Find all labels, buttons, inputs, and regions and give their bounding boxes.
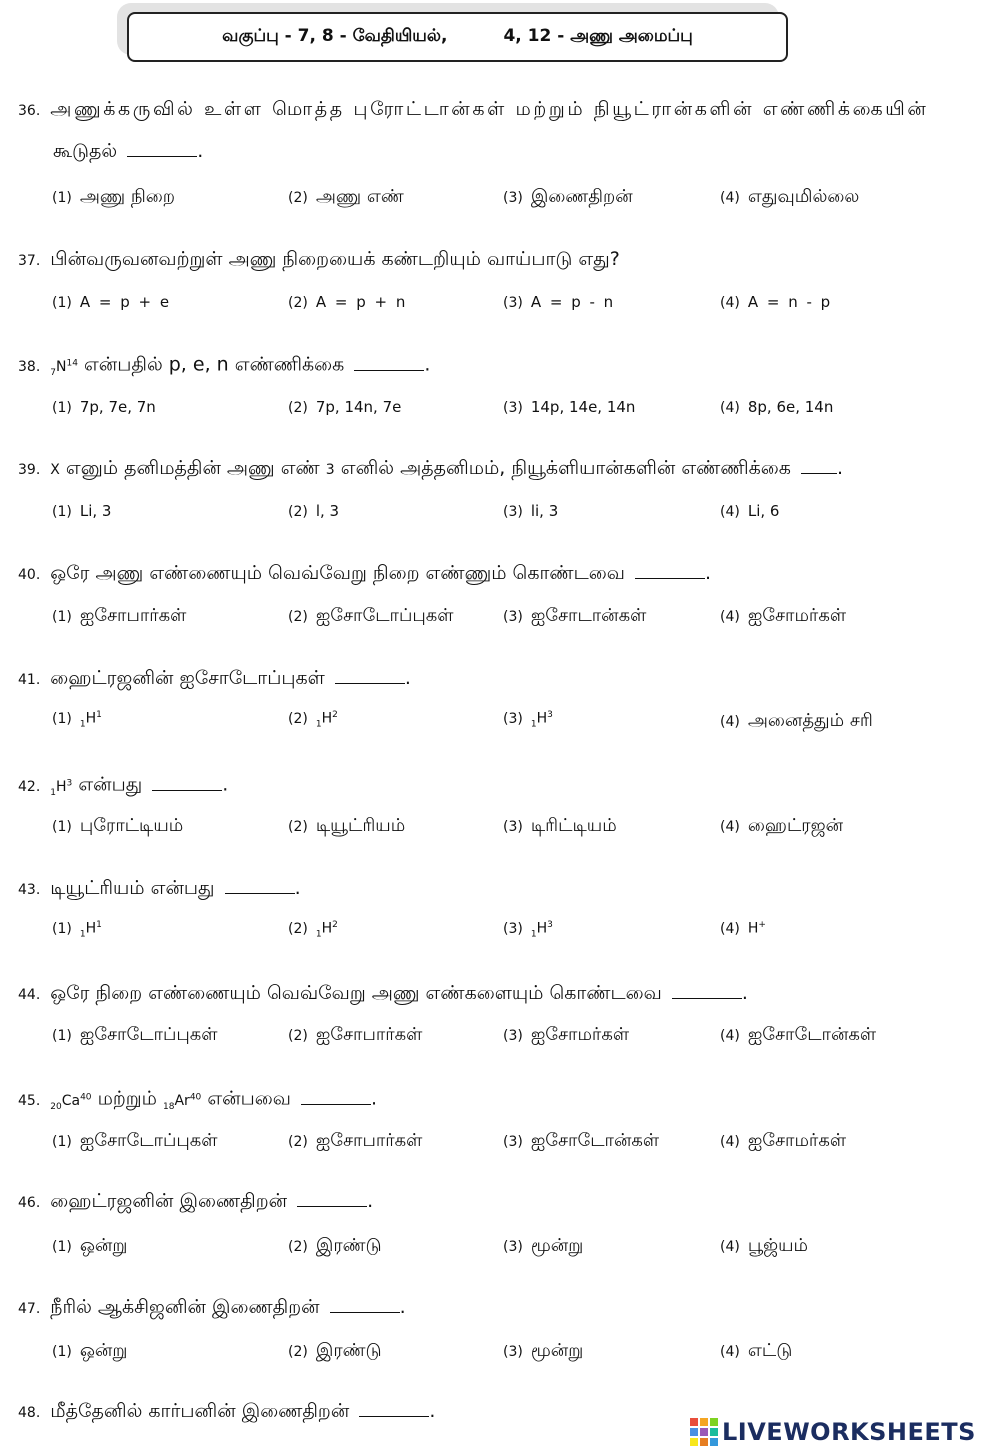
option-2[interactable]: (2) 7p, 14n, 7e: [288, 398, 402, 416]
option-2[interactable]: (2) ஐசோபார்கள்: [288, 1130, 423, 1151]
option-4[interactable]: (4) ஐசோமர்கள்: [720, 605, 847, 626]
question-44: 44. ஒரே நிறை எண்ணையும் வெவ்வேறு அணு எண்களையும் கொண்டவை .: [18, 982, 748, 1004]
question-text: என்பதில் p, e, n எண்ணிக்கை: [83, 353, 345, 376]
question-45: 45. $_{20}Ca^{40}$ மற்றும் $_{18}Ar^{40}$ என்பவை .: [18, 1087, 377, 1112]
question-40: 40. ஒரே அணு எண்ணையும் வெவ்வேறு நிறை எண்ணும் கொண்டவை .: [18, 562, 711, 584]
option-3[interactable]: (3) $_1H^3$: [503, 920, 553, 940]
option-1[interactable]: (1) புரோட்டியம்: [52, 815, 184, 836]
question-37: [18, 246, 983, 274]
option-4[interactable]: (4) ஹைட்ரஜன்: [720, 815, 844, 836]
answer-blank[interactable]: [225, 875, 295, 894]
logo-cell: [700, 1428, 708, 1436]
question-number: 43.: [18, 882, 41, 898]
question-number: 42.: [18, 778, 41, 795]
nuclide-n14: $_7N^{14}$: [50, 358, 78, 378]
question-number: 48.: [18, 1405, 41, 1421]
question-text: என்பது: [78, 773, 143, 796]
option-3[interactable]: (3) ஐசோமர்கள்: [503, 1024, 630, 1045]
question-number: 37.: [18, 253, 41, 269]
option-4[interactable]: (4) H+: [720, 920, 766, 937]
option-2[interactable]: (2) $_1H^2$: [288, 710, 338, 730]
answer-blank[interactable]: [127, 138, 197, 157]
option-1[interactable]: (1) ஐசோடோப்புகள்: [52, 1024, 218, 1045]
option-4[interactable]: (4) அனைத்தும் சரி: [720, 710, 873, 731]
nuclide-ca40: $_{20}Ca^{40}$: [50, 1092, 92, 1112]
liveworksheets-logo[interactable]: [690, 1416, 976, 1448]
question-36: [18, 96, 983, 176]
question-number: 41.: [18, 672, 41, 688]
question-text: பின்வருவனவற்றுள் அணு நிறையைக் கண்டறியும் வாய்பாடு எது?: [50, 248, 620, 270]
question-48: 48. மீத்தேனில் கார்பனின் இணைதிறன் .: [18, 1400, 436, 1422]
question-47: 47. நீரில் ஆக்சிஜனின் இணைதிறன் .: [18, 1296, 406, 1318]
answer-blank[interactable]: [635, 560, 705, 579]
option-2[interactable]: (2) இரண்டு: [288, 1235, 382, 1256]
option-2[interactable]: (2) ஐசோடோப்புகள்: [288, 605, 454, 626]
option-3[interactable]: (3) 14p, 14e, 14n: [503, 398, 636, 416]
option-1[interactable]: (1) 7p, 7e, 7n: [52, 398, 156, 416]
logo-cell: [710, 1418, 718, 1426]
question-number: 38.: [18, 358, 41, 375]
option-3[interactable]: (3) மூன்று: [503, 1340, 584, 1361]
question-38: 38. $_7N^{14}$ என்பதில் p, e, n எண்ணிக்கை .: [18, 353, 431, 378]
question-39: 39. X எனும் தனிமத்தின் அணு எண் 3 எனில் அத்தனிமம், நியூக்ளியான்களின் எண்ணிக்கை .: [18, 457, 843, 479]
logo-cell: [700, 1438, 708, 1446]
option-4[interactable]: (4) A = n - p: [720, 293, 831, 311]
option-1[interactable]: (1) அணு நிறை: [52, 186, 176, 207]
logo-cell: [690, 1428, 698, 1436]
header-topic: 4, 12 - அணு அமைப்பு: [503, 26, 693, 46]
option-3[interactable]: (3) li, 3: [503, 502, 559, 520]
option-4[interactable]: (4) Li, 6: [720, 502, 780, 520]
option-1[interactable]: (1) A = p + e: [52, 293, 170, 311]
logo-cell: [710, 1438, 718, 1446]
option-4[interactable]: (4) எதுவுமில்லை: [720, 186, 860, 207]
question-number: 40.: [18, 567, 41, 583]
question-number: 36.: [18, 103, 41, 119]
option-1[interactable]: (1) ஐசோடோப்புகள்: [52, 1130, 218, 1151]
answer-blank[interactable]: [354, 352, 424, 371]
question-number: 44.: [18, 987, 41, 1003]
option-3[interactable]: (3) ஐசோடோன்கள்: [503, 1130, 660, 1151]
question-text: ஒரே நிறை எண்ணையும் வெவ்வேறு அணு எண்களையும் கொண்டவை: [50, 982, 662, 1004]
question-text: என்பவை: [207, 1087, 291, 1110]
answer-blank[interactable]: [335, 665, 405, 684]
option-1[interactable]: (1) $_1H^1$: [52, 710, 102, 730]
question-text: எனும் தனிமத்தின் அணு எண்: [65, 457, 320, 479]
logo-cell: [700, 1418, 708, 1426]
question-text: நீரில் ஆக்சிஜனின் இணைதிறன்: [50, 1296, 320, 1318]
logo-cell: [710, 1428, 718, 1436]
question-text: ஹைட்ரஜனின் இணைதிறன்: [50, 1190, 288, 1212]
nuclide-h3: $_1H^3$: [50, 778, 73, 798]
question-42: 42. $_1H^3$ என்பது .: [18, 773, 229, 798]
question-text: டியூட்ரியம் என்பது: [50, 877, 215, 899]
option-1[interactable]: (1) ஒன்று: [52, 1340, 128, 1361]
answer-blank[interactable]: [672, 980, 742, 999]
answer-blank[interactable]: [297, 1188, 367, 1207]
question-text-continued: கூடுதல் .: [53, 140, 204, 162]
option-4[interactable]: (4) ஐசோடோன்கள்: [720, 1024, 877, 1045]
option-2[interactable]: (2) இரண்டு: [288, 1340, 382, 1361]
answer-blank[interactable]: [801, 455, 837, 474]
question-number: 47.: [18, 1301, 41, 1317]
option-2[interactable]: (2) l, 3: [288, 502, 340, 520]
option-3[interactable]: (3) இணைதிறன்: [503, 186, 633, 207]
option-2[interactable]: (2) டியூட்ரியம்: [288, 815, 406, 836]
question-46: 46. ஹைட்ரஜனின் இணைதிறன் .: [18, 1190, 374, 1212]
logo-cell: [690, 1418, 698, 1426]
question-41: 41. ஹைட்ரஜனின் ஐசோடோப்புகள் .: [18, 667, 411, 689]
answer-blank[interactable]: [330, 1294, 400, 1313]
option-2[interactable]: (2) ஐசோபார்கள்: [288, 1024, 423, 1045]
question-43: 43. டியூட்ரியம் என்பது .: [18, 877, 301, 899]
option-1[interactable]: (1) $_1H^1$: [52, 920, 102, 940]
page-header: [127, 12, 788, 62]
question-text: மீத்தேனில் கார்பனின் இணைதிறன்: [50, 1400, 350, 1422]
option-3[interactable]: (3) ஐசோடான்கள்: [503, 605, 647, 626]
logo-cell: [690, 1438, 698, 1446]
answer-blank[interactable]: [359, 1398, 429, 1417]
question-text: ஹைட்ரஜனின் ஐசோடோப்புகள்: [50, 667, 325, 689]
option-4[interactable]: (4) ஐசோமர்கள்: [720, 1130, 847, 1151]
option-2[interactable]: (2) அணு எண்: [288, 186, 404, 207]
option-3[interactable]: (3) $_1H^3$: [503, 710, 553, 730]
option-3[interactable]: (3) டிரிட்டியம்: [503, 815, 617, 836]
answer-blank[interactable]: [301, 1086, 371, 1105]
question-number: 46.: [18, 1195, 41, 1211]
option-4[interactable]: (4) எட்டு: [720, 1340, 793, 1361]
header-class-subject: வகுப்பு - 7, 8 - வேதியியல்,: [222, 26, 448, 46]
option-4[interactable]: (4) பூஜ்யம்: [720, 1235, 808, 1256]
option-1[interactable]: (1) Li, 3: [52, 502, 112, 520]
question-text: ஒரே அணு எண்ணையும் வெவ்வேறு நிறை எண்ணும் கொண்டவை: [50, 562, 625, 584]
option-1[interactable]: (1) ஐசோபார்கள்: [52, 605, 187, 626]
option-2[interactable]: (2) A = p + n: [288, 293, 406, 311]
option-2[interactable]: (2) $_1H^2$: [288, 920, 338, 940]
question-number: 39.: [18, 462, 41, 478]
question-number: 45.: [18, 1092, 41, 1109]
answer-blank[interactable]: [152, 772, 222, 791]
logo-grid-icon: [690, 1418, 718, 1446]
nuclide-ar40: $_{18}Ar^{40}$: [163, 1092, 202, 1112]
option-1[interactable]: (1) ஒன்று: [52, 1235, 128, 1256]
logo-text: LIVEWORKSHEETS: [722, 1418, 976, 1446]
question-text: அணுக்கருவில் உள்ள மொத்த புரோட்டான்கள் மற்றும் நியூட்ரான்களின் எண்ணிக்கையின்: [50, 98, 929, 120]
option-3[interactable]: (3) A = p - n: [503, 293, 614, 311]
option-4[interactable]: (4) 8p, 6e, 14n: [720, 398, 834, 416]
option-3[interactable]: (3) மூன்று: [503, 1235, 584, 1256]
